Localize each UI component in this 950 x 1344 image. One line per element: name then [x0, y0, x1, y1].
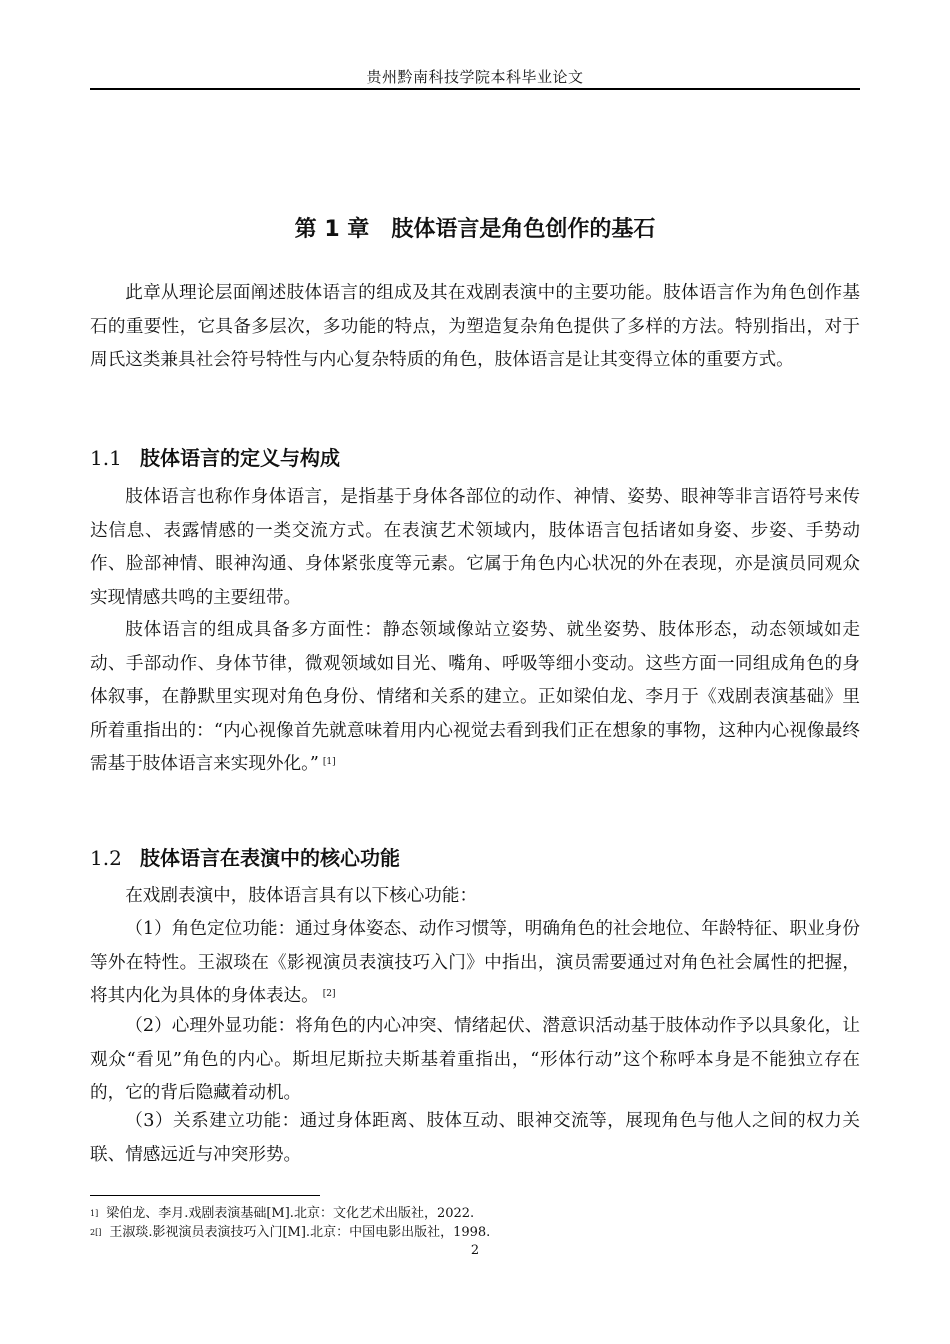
- paragraph: [90, 614, 860, 782]
- section-heading-1-2: [90, 842, 860, 871]
- paragraph: 肢体语言也称作身体语言，是指基于身体各部位的动作、神情、姿势、眼神等非言语符号来传达信息、表露情感的一类交流方式。在表演艺术领域内，肢体语言包括诸如身姿、步姿、手势动作、脸部神情、眼神沟通、身体紧张度等元素。它属于角色内心状况的外在表现，亦是演员同观众实现情感共鸣的主要纽带。: [90, 487, 860, 608]
- chapter-title: [90, 212, 860, 243]
- paragraph-text: （1）角色定位功能：通过身体姿态、动作习惯等，明确角色的社会地位、年龄特征、职业身份等外在特性。王淑琰在《影视演员表演技巧入门》中指出，演员需要通过对角色社会属性的把握，将其内化为具体的身体表达。: [90, 919, 860, 1006]
- chapter-number: 第 1 章: [294, 217, 370, 242]
- footnote-mark: 1]: [90, 1209, 99, 1218]
- citation-ref: [1]: [322, 757, 336, 767]
- chapter-intro: 此章从理论层面阐述肢体语言的组成及其在戏剧表演中的主要功能。肢体语言作为角色创作基石的重要性，它具备多层次，多功能的特点，为塑造复杂角色提供了多样的方法。特别指出，对于周氏这类兼具社会符号特性与内心复杂特质的角色，肢体语言是让其变得立体的重要方式。: [90, 283, 860, 370]
- paragraph: [90, 913, 860, 1014]
- paragraph: （3）关系建立功能：通过身体距离、肢体互动、眼神交流等，展现角色与他人之间的权力关联、情感远近与冲突形势。: [90, 1111, 860, 1165]
- paragraph-text: 肢体语言的组成具备多方面性：静态领域像站立姿势、就坐姿势、肢体形态，动态领域如走动、手部动作、身体节律，微观领域如目光、嘴角、呼吸等细小变动。这些方面一同组成角色的身体叙事，在静默里实现对角色身份、情绪和关系的建立。正如梁伯龙、李月于《戏剧表演基础》里所着重指出的：“内心视像首先就意味着用内心视觉去看到我们正在想象的事物，这种内心视像最终需基于肢体语言来实现外化。”: [90, 620, 860, 774]
- section-title: 肢体语言在表演中的核心功能: [140, 846, 400, 870]
- footnote: [90, 1205, 860, 1223]
- footnote-text: 梁伯龙、李月.戏剧表演基础[M].北京：文化艺术出版社，2022.: [106, 1206, 475, 1221]
- footnote-text: 王淑琰.影视演员表演技巧入门[M].北京：中国电影出版社，1998.: [109, 1225, 491, 1240]
- page-number: 2: [470, 1243, 480, 1258]
- section-title: 肢体语言的定义与构成: [140, 446, 340, 470]
- footnote: [90, 1224, 860, 1242]
- chapter-heading: 肢体语言是角色创作的基石: [391, 217, 656, 242]
- citation-ref: [2]: [322, 989, 336, 999]
- footnote-mark: 2[]: [90, 1228, 102, 1237]
- section-number: 1.1: [90, 446, 122, 470]
- section-heading-1-1: [90, 442, 860, 471]
- header-rule: [90, 88, 860, 90]
- section-number: 1.2: [90, 846, 122, 870]
- paragraph: 在戏剧表演中，肢体语言具有以下核心功能：: [125, 886, 478, 906]
- paragraph: （2）心理外显功能：将角色的内心冲突、情绪起伏、潜意识活动基于肢体动作予以具象化，让观众“看见”角色的内心。斯坦尼斯拉夫斯基着重指出，“形体行动”这个称呼本身是不能独立存在的，它的背后隐藏着动机。: [90, 1016, 860, 1103]
- running-header: 贵州黔南科技学院本科毕业论文: [366, 68, 584, 86]
- footnote-rule: [90, 1195, 320, 1196]
